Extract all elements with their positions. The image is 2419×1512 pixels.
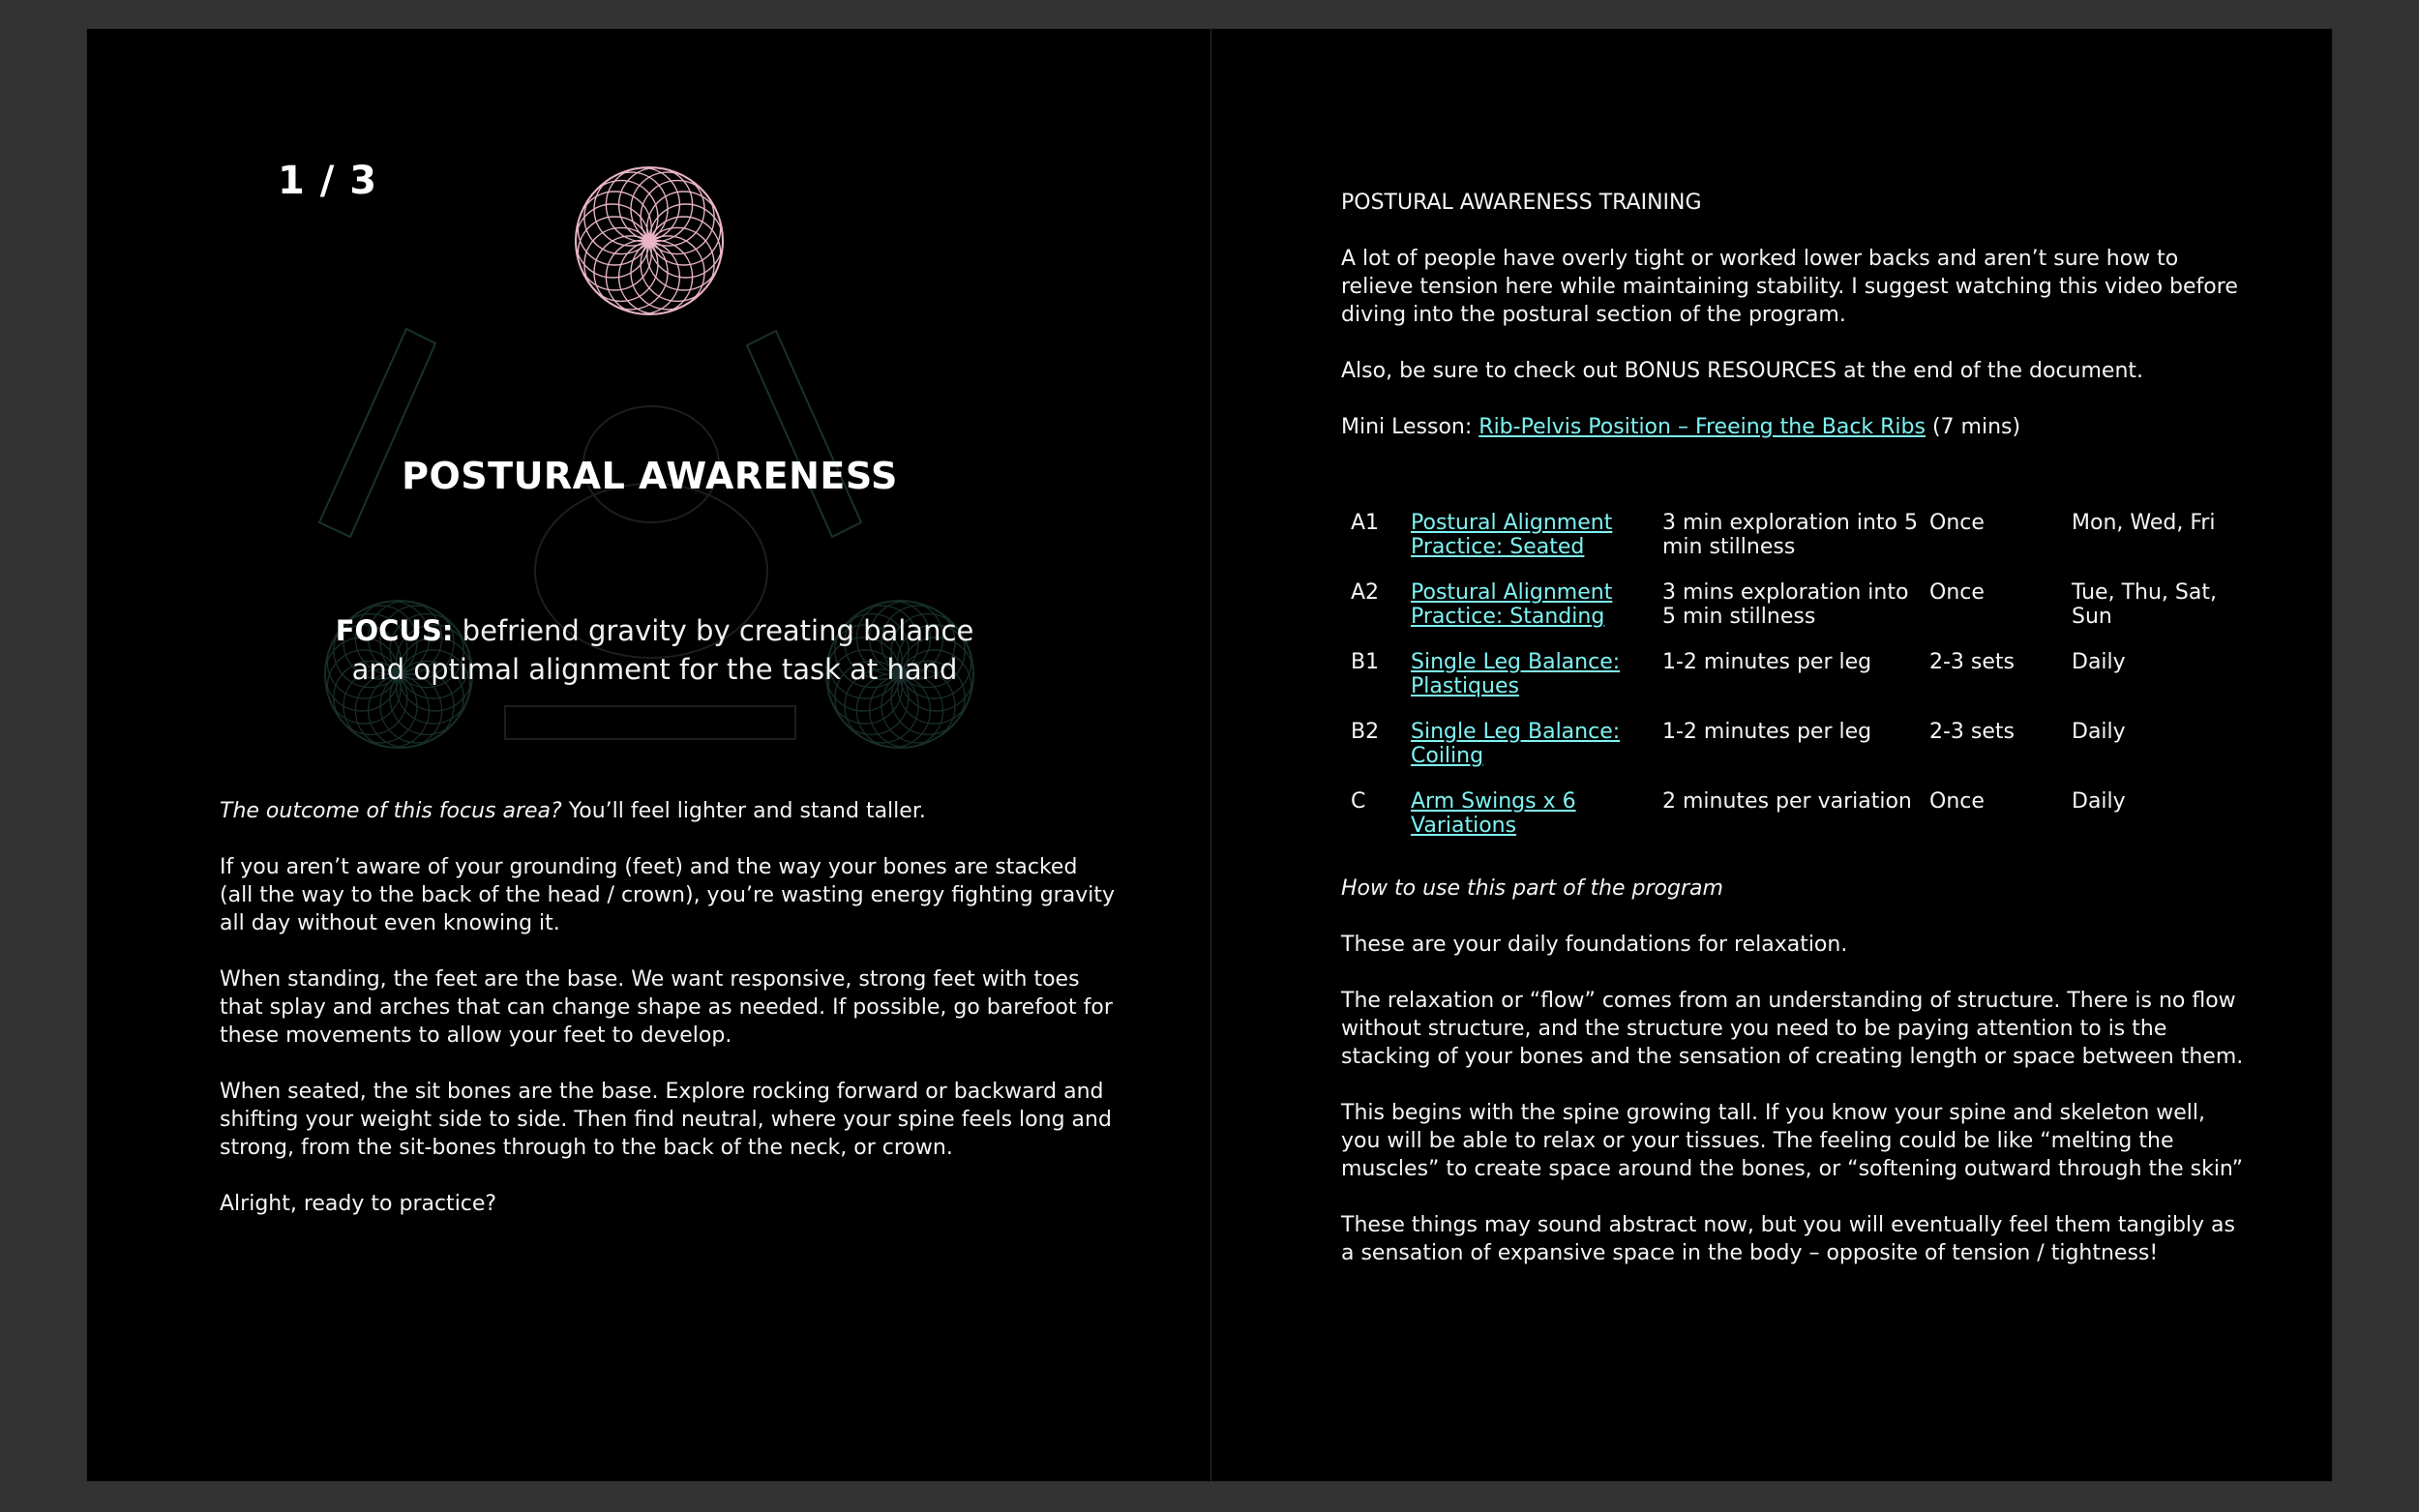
spine-line: muscles” to create space around the bones, or “softening outward through the skin” xyxy=(1341,1157,2244,1181)
standing-line: these movements to allow your feet to develop. xyxy=(220,1023,732,1048)
frequency-cell xyxy=(2072,716,2236,786)
seated-line: strong, from the sit-bones through to the back of the neck, or crown. xyxy=(220,1136,953,1160)
duration-line: min stillness xyxy=(1662,535,1796,559)
frequency-cell xyxy=(2072,646,2236,716)
exercise-link-line: Practice: Seated xyxy=(1411,535,1585,559)
page-right xyxy=(1210,28,2333,1482)
exercise-link-line: Variations xyxy=(1411,814,1517,838)
bonus-note: Also, be sure to check out BONUS RESOURCES at the end of the document. xyxy=(1341,359,2144,383)
sets-cell: Once xyxy=(1929,511,1985,535)
page-number: 1 / 3 xyxy=(278,159,378,203)
outcome-answer: You’ll feel lighter and stand taller. xyxy=(561,799,926,823)
duration-cell xyxy=(1662,786,1929,855)
focus-text-line2: and optimal alignment for the task at hand xyxy=(351,653,958,686)
exercise-link-line: Single Leg Balance: xyxy=(1411,650,1621,674)
grounding-line: all day without even knowing it. xyxy=(220,911,560,935)
abstract-line: These things may sound abstract now, but you will eventually feel them tangibly as xyxy=(1341,1213,2235,1237)
intro-paragraph xyxy=(1341,245,2309,329)
standing-line: that splay and arches that can change shape as needed. If possible, go barefoot for xyxy=(220,995,1113,1020)
exercise-cell xyxy=(1411,786,1662,855)
mini-lesson-duration: (7 mins) xyxy=(1925,415,2021,439)
duration-line: 1-2 minutes per leg xyxy=(1662,650,1872,674)
frequency-cell xyxy=(2072,577,2236,646)
exercise-code: C xyxy=(1351,789,1366,814)
duration-line: 1-2 minutes per leg xyxy=(1662,720,1872,744)
exercise-cell xyxy=(1411,507,1662,577)
frequency-line: Daily xyxy=(2072,650,2126,674)
sets-cell: Once xyxy=(1929,789,1985,814)
right-intro-text xyxy=(1341,189,2309,469)
exercise-link-line: Postural Alignment xyxy=(1411,580,1613,605)
exercise-cell xyxy=(1411,577,1662,646)
duration-line: 2 minutes per variation xyxy=(1662,789,1912,814)
outcome-paragraph xyxy=(220,797,1187,825)
exercise-code: A1 xyxy=(1351,511,1380,535)
frequency-line: Daily xyxy=(2072,789,2126,814)
exercise-link[interactable] xyxy=(1411,511,1612,559)
spine-paragraph xyxy=(1341,1099,2309,1183)
seated-line: shifting your weight side to side. Then find neutral, where your spine feels long and xyxy=(220,1108,1112,1132)
abstract-paragraph xyxy=(1341,1211,2309,1267)
duration-cell xyxy=(1662,716,1929,786)
exercise-link-line: Practice: Standing xyxy=(1411,605,1605,629)
how-to-use-text: How to use this part of the program xyxy=(1341,876,1723,901)
practice-schedule-table xyxy=(1341,507,2236,855)
duration-cell xyxy=(1662,646,1929,716)
duration-line: 5 min stillness xyxy=(1662,605,1816,629)
exercise-link-line: Postural Alignment xyxy=(1411,511,1613,535)
spine-line: you will be able to relax or your tissues. The feeling could be like “melting the xyxy=(1341,1129,2174,1153)
duration-line: 3 min exploration into 5 xyxy=(1662,511,1918,535)
intro-line: diving into the postural section of the program. xyxy=(1341,303,1846,327)
seated-paragraph xyxy=(220,1078,1187,1162)
frequency-line: Daily xyxy=(2072,720,2126,744)
sets-cell: 2-3 sets xyxy=(1929,650,2016,674)
exercise-link-line: Coiling xyxy=(1411,744,1484,768)
frequency-line: Mon, Wed, Fri xyxy=(2072,511,2216,535)
grounding-paragraph xyxy=(220,853,1187,937)
flow-line: stacking of your bones and the sensation of creating length or space between them. xyxy=(1341,1045,2244,1069)
exercise-link-line: Arm Swings x 6 xyxy=(1411,789,1576,814)
grounding-line: If you aren’t aware of your grounding (feet) and the way your bones are stacked xyxy=(220,855,1078,879)
exercise-code: A2 xyxy=(1351,580,1380,605)
ready-paragraph: Alright, ready to practice? xyxy=(220,1192,497,1216)
mini-lesson-link[interactable]: Rib-Pelvis Position – Freeing the Back Ribs xyxy=(1478,415,1926,439)
seated-line: When seated, the sit bones are the base. Explore rocking forward or backward and xyxy=(220,1080,1104,1104)
flow-line: The relaxation or “flow” comes from an understanding of structure. There is no flow xyxy=(1341,989,2236,1013)
flower-of-life-mandala-top xyxy=(576,167,723,314)
grounding-line: (all the way to the back of the head / crown), you’re wasting energy fighting gravity xyxy=(220,883,1115,907)
spine-line: This begins with the spine growing tall. If you know your spine and skeleton well, xyxy=(1341,1101,2206,1125)
sets-cell: Once xyxy=(1929,580,1985,605)
standing-paragraph xyxy=(220,965,1187,1050)
schedule-row xyxy=(1341,577,2236,646)
duration-cell xyxy=(1662,577,1929,646)
frequency-cell xyxy=(2072,786,2236,855)
focus-statement xyxy=(310,611,1000,689)
section-title: POSTURAL AWARENESS xyxy=(402,455,898,497)
exercise-code: B1 xyxy=(1351,650,1380,674)
mini-lesson-label: Mini Lesson: xyxy=(1341,415,1479,439)
exercise-cell xyxy=(1411,716,1662,786)
focus-text-line1: befriend gravity by creating balance xyxy=(453,614,974,647)
schedule-row xyxy=(1341,646,2236,716)
intro-line: A lot of people have overly tight or worked lower backs and aren’t sure how to xyxy=(1341,247,2179,271)
right-usage-text xyxy=(1341,875,2309,1295)
mini-lesson xyxy=(1341,413,2309,441)
exercise-link[interactable] xyxy=(1411,580,1612,629)
frequency-cell xyxy=(2072,507,2236,577)
page-left xyxy=(86,28,1211,1482)
flow-line: without structure, and the structure you need to be paying attention to is the xyxy=(1341,1017,2167,1041)
exercise-link[interactable] xyxy=(1411,720,1620,768)
duration-line: 3 mins exploration into xyxy=(1662,580,1909,605)
frequency-line: Tue, Thu, Sat, xyxy=(2072,580,2217,605)
left-body-text xyxy=(220,797,1187,1246)
abstract-line: a sensation of expansive space in the body – opposite of tension / tightness! xyxy=(1341,1241,2159,1265)
intro-line: relieve tension here while maintaining stability. I suggest watching this video before xyxy=(1341,275,2238,299)
schedule-row xyxy=(1341,786,2236,855)
exercise-cell xyxy=(1411,646,1662,716)
outcome-question: The outcome of this focus area? xyxy=(220,799,562,823)
frequency-line: Sun xyxy=(2072,605,2112,629)
flow-paragraph xyxy=(1341,987,2309,1071)
schedule-row xyxy=(1341,507,2236,577)
standing-line: When standing, the feet are the base. We want responsive, strong feet with toes xyxy=(220,967,1080,992)
duration-cell xyxy=(1662,507,1929,577)
how-to-use-heading xyxy=(1341,875,2309,903)
exercise-link-line: Single Leg Balance: xyxy=(1411,720,1621,744)
exercise-link[interactable] xyxy=(1411,789,1576,838)
exercise-code: B2 xyxy=(1351,720,1380,744)
exercise-link-line: Plastiques xyxy=(1411,674,1519,698)
foundations-paragraph: These are your daily foundations for relaxation. xyxy=(1341,933,1848,957)
exercise-link[interactable] xyxy=(1411,650,1620,698)
sets-cell: 2-3 sets xyxy=(1929,720,2016,744)
focus-label: FOCUS: xyxy=(335,614,454,647)
schedule-row xyxy=(1341,716,2236,786)
training-heading: POSTURAL AWARENESS TRAINING xyxy=(1341,191,1702,215)
